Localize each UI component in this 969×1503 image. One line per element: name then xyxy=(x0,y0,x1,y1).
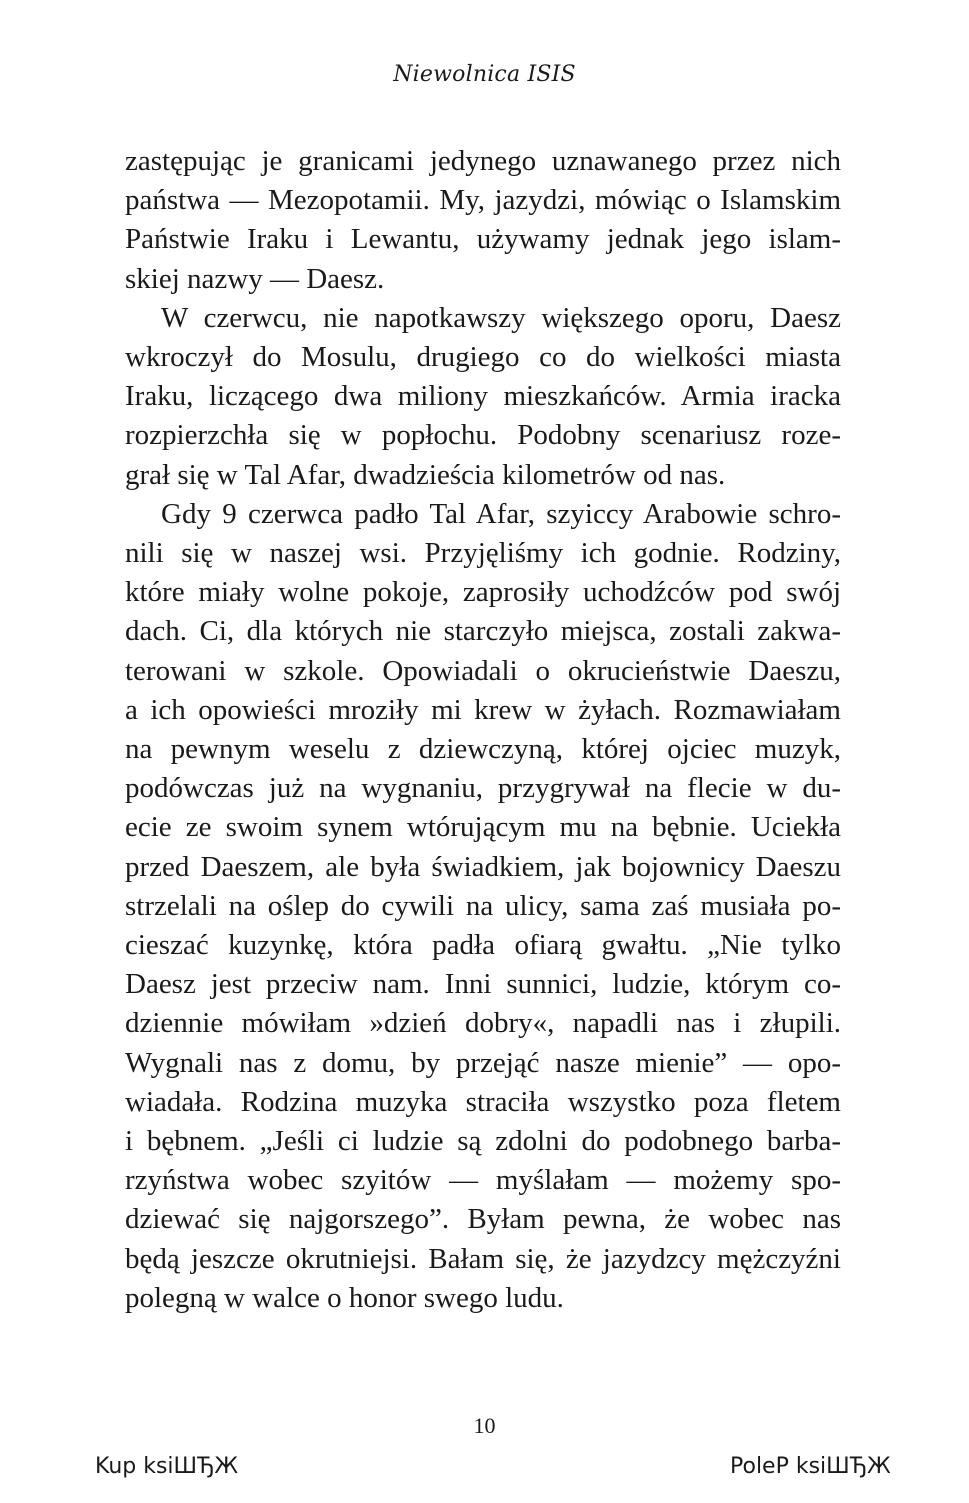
text-line: dziennie mówiłam »dzień dobry«, napadli nas i złupili. xyxy=(125,1007,841,1040)
text-line: rozpierzchła się w popłochu. Podobny scenariusz roze- xyxy=(125,419,841,452)
text-line: przed Daeszem, ale była świadkiem, jak bojownicy Daeszu xyxy=(125,850,841,883)
text-line: dach. Ci, dla których nie starczyło miejsca, zostali zakwa- xyxy=(125,615,841,648)
text-line: grał się w Tal Afar, dwadzieścia kilometrów od nas. xyxy=(125,458,726,491)
text-line: W czerwcu, nie napotkawszy większego oporu, Daesz xyxy=(161,301,841,334)
text-line: państwa — Mezopotamii. My, jazydzi, mówiąc o Islamskim xyxy=(125,184,841,217)
rate-book-link[interactable]: PoleP ksiШЂЖ xyxy=(730,1454,891,1479)
text-line: Gdy 9 czerwca padło Tal Afar, szyiccy Arabowie schro- xyxy=(161,497,841,530)
text-line: ecie ze swoim synem wtórującym mu na bębnie. Uciekła xyxy=(125,811,841,844)
text-line: skiej nazwy — Daesz. xyxy=(125,262,385,295)
text-line: Wygnali nas z domu, by przejąć nasze mienie” — opo- xyxy=(125,1046,841,1079)
text-line: Daesz jest przeciw nam. Inni sunnici, ludzie, którym co- xyxy=(125,968,841,1001)
text-line: podówczas już na wygnaniu, przygrywał na flecie w du- xyxy=(125,772,841,805)
text-line: wiadała. Rodzina muzyka straciła wszystko poza fletem xyxy=(125,1085,841,1118)
page-number: 10 xyxy=(473,1413,496,1438)
text-line: dziewać się najgorszego”. Byłam pewna, że wobec nas xyxy=(125,1203,841,1236)
text-line: rzyństwa wobec szyitów — myślałam — możemy spo- xyxy=(125,1164,841,1197)
text-line: Iraku, liczącego dwa miliony mieszkańców. Armia iracka xyxy=(125,380,841,413)
text-line: na pewnym weselu z dziewczyną, której ojciec muzyk, xyxy=(125,733,841,766)
buy-book-link[interactable]: Kup ksiШЂЖ xyxy=(95,1454,239,1479)
text-line: zastępując je granicami jedynego uznawanego przez nich xyxy=(125,145,841,177)
text-line: i bębnem. „Jeśli ci ludzie są zdolni do podobnego barba- xyxy=(125,1125,841,1158)
text-line: cieszać kuzynkę, która padła ofiarą gwałtu. „Nie tylko xyxy=(125,929,841,962)
paragraph xyxy=(125,495,841,1318)
body-text xyxy=(125,142,841,1318)
text-line: które miały wolne pokoje, zaprosiły uchodźców pod swój xyxy=(125,576,841,609)
text-line: wkroczył do Mosulu, drugiego co do wielkości miasta xyxy=(125,341,841,374)
text-line: będą jeszcze okrutniejsi. Bałam się, że jazydzcy mężczyźni xyxy=(125,1242,841,1275)
text-line: polegną w walce o honor swego ludu. xyxy=(125,1281,564,1314)
text-line: strzelali na oślep do cywili na ulicy, sama zaś musiała po- xyxy=(125,889,841,922)
running-header: Niewolnica ISIS xyxy=(393,62,576,87)
text-line: terowani w szkole. Opowiadali o okrucieństwie Daeszu, xyxy=(125,654,841,687)
paragraph xyxy=(125,142,841,299)
text-line: Państwie Iraku i Lewantu, używamy jednak jego islam- xyxy=(125,223,841,256)
text-line: a ich opowieści mroziły mi krew w żyłach. Rozmawiałam xyxy=(125,693,841,726)
paragraph xyxy=(125,299,841,495)
text-line: nili się w naszej wsi. Przyjęliśmy ich godnie. Rodziny, xyxy=(125,537,841,570)
